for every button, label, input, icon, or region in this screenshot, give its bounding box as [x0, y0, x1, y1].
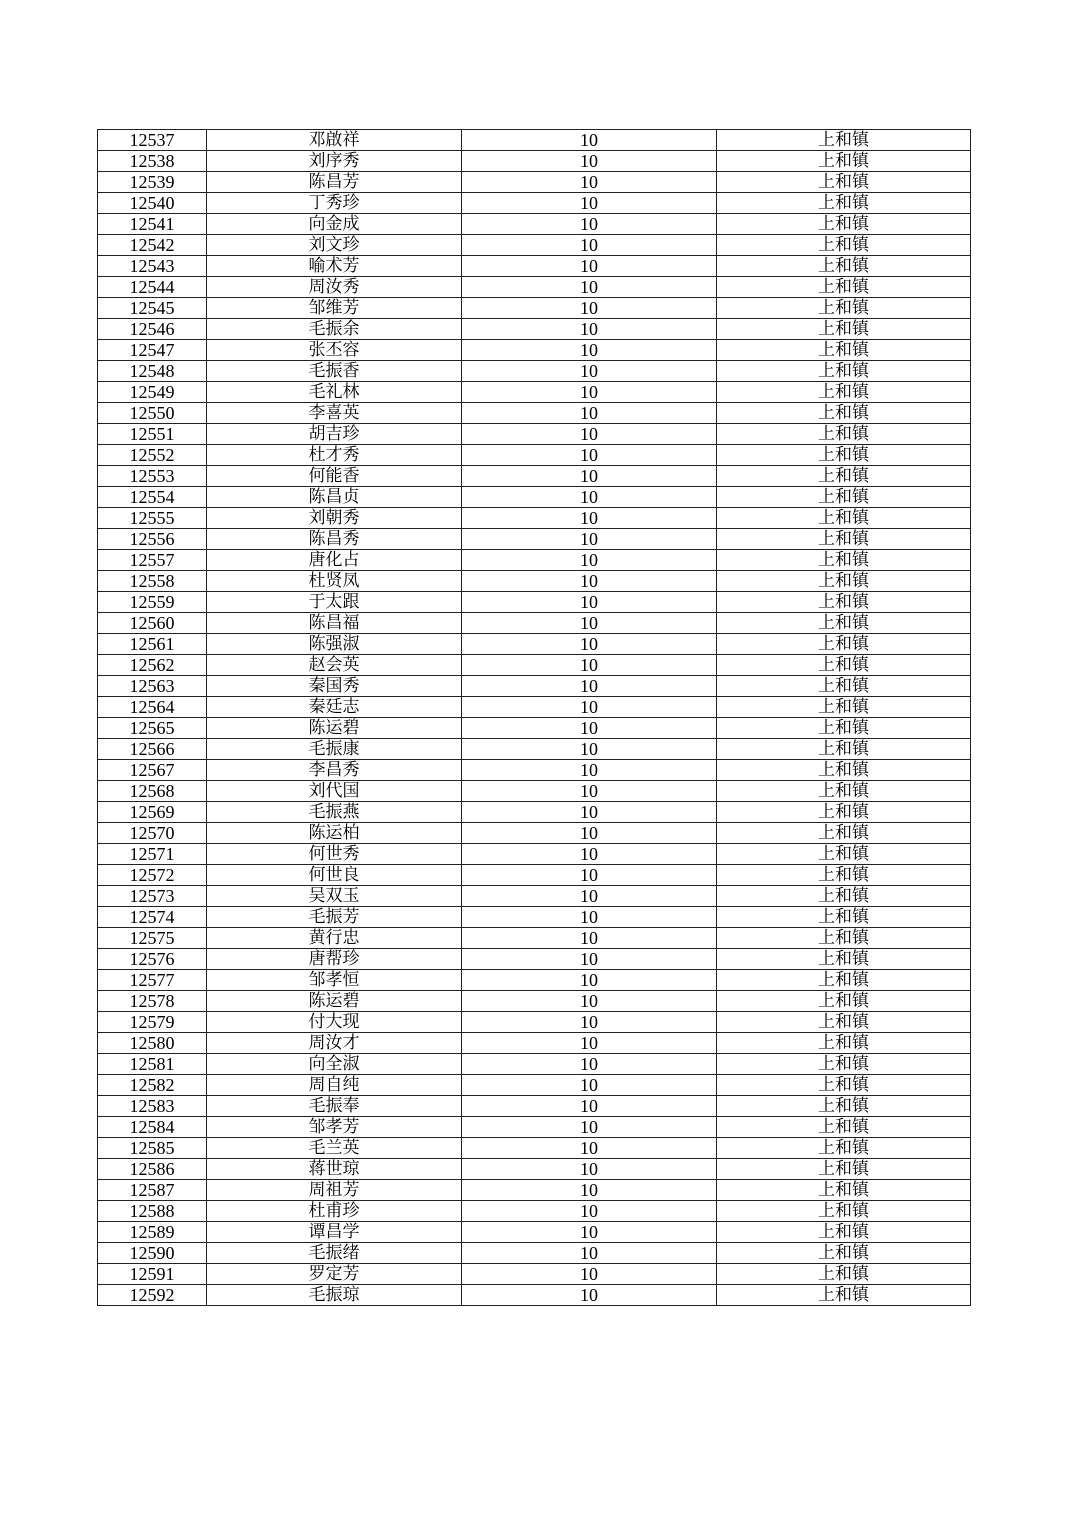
amount-cell: 10 — [462, 865, 717, 886]
name-cell: 陈昌福 — [207, 613, 462, 634]
serial-number-cell: 12547 — [98, 340, 207, 361]
serial-number-cell: 12556 — [98, 529, 207, 550]
table-row — [98, 1012, 971, 1033]
amount-cell: 10 — [462, 1159, 717, 1180]
town-cell: 上和镇 — [717, 1054, 971, 1075]
name-cell: 向金成 — [207, 214, 462, 235]
town-cell: 上和镇 — [717, 130, 971, 151]
name-cell: 毛礼林 — [207, 382, 462, 403]
table-row — [98, 172, 971, 193]
name-cell: 赵会英 — [207, 655, 462, 676]
amount-cell: 10 — [462, 592, 717, 613]
serial-number-cell: 12550 — [98, 403, 207, 424]
amount-cell: 10 — [462, 655, 717, 676]
town-cell: 上和镇 — [717, 445, 971, 466]
amount-cell: 10 — [462, 1222, 717, 1243]
name-cell: 向全淑 — [207, 1054, 462, 1075]
town-cell: 上和镇 — [717, 298, 971, 319]
amount-cell: 10 — [462, 1096, 717, 1117]
serial-number-cell: 12586 — [98, 1159, 207, 1180]
amount-cell: 10 — [462, 550, 717, 571]
table-row — [98, 214, 971, 235]
table-row — [98, 193, 971, 214]
table-row — [98, 298, 971, 319]
amount-cell: 10 — [462, 466, 717, 487]
serial-number-cell: 12560 — [98, 613, 207, 634]
serial-number-cell: 12563 — [98, 676, 207, 697]
name-cell: 喻术芳 — [207, 256, 462, 277]
serial-number-cell: 12579 — [98, 1012, 207, 1033]
table-row — [98, 277, 971, 298]
table-row — [98, 718, 971, 739]
amount-cell: 10 — [462, 487, 717, 508]
name-cell: 唐化占 — [207, 550, 462, 571]
amount-cell: 10 — [462, 928, 717, 949]
amount-cell: 10 — [462, 1243, 717, 1264]
serial-number-cell: 12561 — [98, 634, 207, 655]
town-cell: 上和镇 — [717, 1012, 971, 1033]
name-cell: 吴双玉 — [207, 886, 462, 907]
amount-cell: 10 — [462, 172, 717, 193]
name-cell: 毛振余 — [207, 319, 462, 340]
amount-cell: 10 — [462, 823, 717, 844]
serial-number-cell: 12587 — [98, 1180, 207, 1201]
name-cell: 李喜英 — [207, 403, 462, 424]
serial-number-cell: 12565 — [98, 718, 207, 739]
amount-cell: 10 — [462, 361, 717, 382]
name-cell: 周汝秀 — [207, 277, 462, 298]
town-cell: 上和镇 — [717, 550, 971, 571]
amount-cell: 10 — [462, 760, 717, 781]
serial-number-cell: 12551 — [98, 424, 207, 445]
town-cell: 上和镇 — [717, 424, 971, 445]
town-cell: 上和镇 — [717, 256, 971, 277]
name-cell: 邹维芳 — [207, 298, 462, 319]
serial-number-cell: 12571 — [98, 844, 207, 865]
amount-cell: 10 — [462, 193, 717, 214]
name-cell: 秦廷志 — [207, 697, 462, 718]
serial-number-cell: 12544 — [98, 277, 207, 298]
amount-cell: 10 — [462, 718, 717, 739]
name-cell: 陈强淑 — [207, 634, 462, 655]
table-row — [98, 739, 971, 760]
amount-cell: 10 — [462, 634, 717, 655]
town-cell: 上和镇 — [717, 1180, 971, 1201]
serial-number-cell: 12580 — [98, 1033, 207, 1054]
amount-cell: 10 — [462, 508, 717, 529]
serial-number-cell: 12591 — [98, 1264, 207, 1285]
serial-number-cell: 12583 — [98, 1096, 207, 1117]
town-cell: 上和镇 — [717, 193, 971, 214]
town-cell: 上和镇 — [717, 928, 971, 949]
table-row — [98, 634, 971, 655]
serial-number-cell: 12576 — [98, 949, 207, 970]
amount-cell: 10 — [462, 424, 717, 445]
table-row — [98, 1264, 971, 1285]
town-cell: 上和镇 — [717, 571, 971, 592]
amount-cell: 10 — [462, 235, 717, 256]
serial-number-cell: 12569 — [98, 802, 207, 823]
table-row — [98, 865, 971, 886]
name-cell: 邹孝芳 — [207, 1117, 462, 1138]
serial-number-cell: 12559 — [98, 592, 207, 613]
serial-number-cell: 12545 — [98, 298, 207, 319]
name-cell: 毛振燕 — [207, 802, 462, 823]
table-row — [98, 1222, 971, 1243]
table-row — [98, 550, 971, 571]
serial-number-cell: 12564 — [98, 697, 207, 718]
serial-number-cell: 12588 — [98, 1201, 207, 1222]
serial-number-cell: 12554 — [98, 487, 207, 508]
town-cell: 上和镇 — [717, 1285, 971, 1306]
town-cell: 上和镇 — [717, 592, 971, 613]
serial-number-cell: 12552 — [98, 445, 207, 466]
name-cell: 何能香 — [207, 466, 462, 487]
town-cell: 上和镇 — [717, 676, 971, 697]
serial-number-cell: 12582 — [98, 1075, 207, 1096]
amount-cell: 10 — [462, 151, 717, 172]
table-row — [98, 823, 971, 844]
town-cell: 上和镇 — [717, 403, 971, 424]
town-cell: 上和镇 — [717, 466, 971, 487]
town-cell: 上和镇 — [717, 214, 971, 235]
town-cell: 上和镇 — [717, 172, 971, 193]
name-cell: 陈运碧 — [207, 991, 462, 1012]
serial-number-cell: 12590 — [98, 1243, 207, 1264]
name-cell: 胡吉珍 — [207, 424, 462, 445]
table-row — [98, 991, 971, 1012]
serial-number-cell: 12577 — [98, 970, 207, 991]
amount-cell: 10 — [462, 382, 717, 403]
table-row — [98, 970, 971, 991]
table-row — [98, 1075, 971, 1096]
table-row — [98, 1138, 971, 1159]
town-cell: 上和镇 — [717, 865, 971, 886]
amount-cell: 10 — [462, 697, 717, 718]
serial-number-cell: 12555 — [98, 508, 207, 529]
town-cell: 上和镇 — [717, 151, 971, 172]
name-cell: 陈运柏 — [207, 823, 462, 844]
amount-cell: 10 — [462, 949, 717, 970]
town-cell: 上和镇 — [717, 844, 971, 865]
town-cell: 上和镇 — [717, 634, 971, 655]
amount-cell: 10 — [462, 886, 717, 907]
serial-number-cell: 12589 — [98, 1222, 207, 1243]
table-row — [98, 319, 971, 340]
serial-number-cell: 12567 — [98, 760, 207, 781]
town-cell: 上和镇 — [717, 529, 971, 550]
table-row — [98, 1201, 971, 1222]
name-cell: 谭昌学 — [207, 1222, 462, 1243]
table-row — [98, 928, 971, 949]
serial-number-cell: 12584 — [98, 1117, 207, 1138]
serial-number-cell: 12585 — [98, 1138, 207, 1159]
amount-cell: 10 — [462, 1264, 717, 1285]
name-cell: 毛振琼 — [207, 1285, 462, 1306]
amount-cell: 10 — [462, 1201, 717, 1222]
table-row — [98, 1243, 971, 1264]
table-row — [98, 1285, 971, 1306]
town-cell: 上和镇 — [717, 697, 971, 718]
amount-cell: 10 — [462, 676, 717, 697]
serial-number-cell: 12562 — [98, 655, 207, 676]
table-row — [98, 907, 971, 928]
serial-number-cell: 12553 — [98, 466, 207, 487]
town-cell: 上和镇 — [717, 1033, 971, 1054]
name-cell: 李昌秀 — [207, 760, 462, 781]
serial-number-cell: 12573 — [98, 886, 207, 907]
table-row — [98, 886, 971, 907]
name-cell: 丁秀珍 — [207, 193, 462, 214]
table-row — [98, 403, 971, 424]
town-cell: 上和镇 — [717, 1264, 971, 1285]
serial-number-cell: 12570 — [98, 823, 207, 844]
name-cell: 周祖芳 — [207, 1180, 462, 1201]
table-row — [98, 424, 971, 445]
amount-cell: 10 — [462, 1180, 717, 1201]
serial-number-cell: 12540 — [98, 193, 207, 214]
table-row — [98, 1180, 971, 1201]
town-cell: 上和镇 — [717, 1201, 971, 1222]
town-cell: 上和镇 — [717, 1096, 971, 1117]
name-cell: 毛振奉 — [207, 1096, 462, 1117]
amount-cell: 10 — [462, 214, 717, 235]
name-cell: 何世秀 — [207, 844, 462, 865]
town-cell: 上和镇 — [717, 907, 971, 928]
name-cell: 陈昌秀 — [207, 529, 462, 550]
name-cell: 于太跟 — [207, 592, 462, 613]
serial-number-cell: 12572 — [98, 865, 207, 886]
serial-number-cell: 12557 — [98, 550, 207, 571]
town-cell: 上和镇 — [717, 277, 971, 298]
town-cell: 上和镇 — [717, 613, 971, 634]
town-cell: 上和镇 — [717, 487, 971, 508]
amount-cell: 10 — [462, 571, 717, 592]
name-cell: 何世良 — [207, 865, 462, 886]
name-cell: 刘代国 — [207, 781, 462, 802]
town-cell: 上和镇 — [717, 382, 971, 403]
table-row — [98, 613, 971, 634]
town-cell: 上和镇 — [717, 1159, 971, 1180]
table-row — [98, 571, 971, 592]
name-cell: 付大现 — [207, 1012, 462, 1033]
amount-cell: 10 — [462, 802, 717, 823]
town-cell: 上和镇 — [717, 781, 971, 802]
serial-number-cell: 12568 — [98, 781, 207, 802]
amount-cell: 10 — [462, 529, 717, 550]
town-cell: 上和镇 — [717, 1243, 971, 1264]
town-cell: 上和镇 — [717, 508, 971, 529]
serial-number-cell: 12558 — [98, 571, 207, 592]
amount-cell: 10 — [462, 844, 717, 865]
serial-number-cell: 12592 — [98, 1285, 207, 1306]
name-cell: 秦国秀 — [207, 676, 462, 697]
town-cell: 上和镇 — [717, 1138, 971, 1159]
table-row — [98, 466, 971, 487]
table-row — [98, 1033, 971, 1054]
table-row — [98, 1054, 971, 1075]
amount-cell: 10 — [462, 1285, 717, 1306]
table-row — [98, 508, 971, 529]
records-table-body — [98, 130, 971, 1306]
town-cell: 上和镇 — [717, 802, 971, 823]
table-row — [98, 592, 971, 613]
table-row — [98, 1096, 971, 1117]
name-cell: 罗定芳 — [207, 1264, 462, 1285]
serial-number-cell: 12566 — [98, 739, 207, 760]
name-cell: 陈昌贞 — [207, 487, 462, 508]
amount-cell: 10 — [462, 256, 717, 277]
town-cell: 上和镇 — [717, 823, 971, 844]
name-cell: 陈昌芳 — [207, 172, 462, 193]
serial-number-cell: 12574 — [98, 907, 207, 928]
serial-number-cell: 12537 — [98, 130, 207, 151]
serial-number-cell: 12578 — [98, 991, 207, 1012]
town-cell: 上和镇 — [717, 886, 971, 907]
name-cell: 刘文珍 — [207, 235, 462, 256]
table-row — [98, 697, 971, 718]
town-cell: 上和镇 — [717, 970, 971, 991]
town-cell: 上和镇 — [717, 718, 971, 739]
name-cell: 黄行忠 — [207, 928, 462, 949]
name-cell: 邓啟祥 — [207, 130, 462, 151]
amount-cell: 10 — [462, 613, 717, 634]
serial-number-cell: 12543 — [98, 256, 207, 277]
table-row — [98, 487, 971, 508]
name-cell: 周自纯 — [207, 1075, 462, 1096]
table-row — [98, 949, 971, 970]
amount-cell: 10 — [462, 277, 717, 298]
amount-cell: 10 — [462, 403, 717, 424]
name-cell: 刘朝秀 — [207, 508, 462, 529]
amount-cell: 10 — [462, 1012, 717, 1033]
name-cell: 邹孝恒 — [207, 970, 462, 991]
table-row — [98, 445, 971, 466]
serial-number-cell: 12581 — [98, 1054, 207, 1075]
serial-number-cell: 12542 — [98, 235, 207, 256]
table-row — [98, 676, 971, 697]
name-cell: 毛振香 — [207, 361, 462, 382]
name-cell: 蒋世琼 — [207, 1159, 462, 1180]
amount-cell: 10 — [462, 130, 717, 151]
town-cell: 上和镇 — [717, 340, 971, 361]
town-cell: 上和镇 — [717, 235, 971, 256]
amount-cell: 10 — [462, 298, 717, 319]
town-cell: 上和镇 — [717, 1075, 971, 1096]
name-cell: 陈运碧 — [207, 718, 462, 739]
name-cell: 杜贤凤 — [207, 571, 462, 592]
table-row — [98, 802, 971, 823]
table-row — [98, 1117, 971, 1138]
table-row — [98, 760, 971, 781]
table-row — [98, 130, 971, 151]
town-cell: 上和镇 — [717, 1117, 971, 1138]
amount-cell: 10 — [462, 991, 717, 1012]
amount-cell: 10 — [462, 1138, 717, 1159]
name-cell: 杜甫珍 — [207, 1201, 462, 1222]
name-cell: 周汝才 — [207, 1033, 462, 1054]
name-cell: 张丕容 — [207, 340, 462, 361]
amount-cell: 10 — [462, 970, 717, 991]
amount-cell: 10 — [462, 1033, 717, 1054]
name-cell: 唐帮珍 — [207, 949, 462, 970]
table-row — [98, 361, 971, 382]
name-cell: 刘序秀 — [207, 151, 462, 172]
name-cell: 毛振康 — [207, 739, 462, 760]
table-row — [98, 1159, 971, 1180]
amount-cell: 10 — [462, 907, 717, 928]
town-cell: 上和镇 — [717, 361, 971, 382]
table-row — [98, 844, 971, 865]
serial-number-cell: 12541 — [98, 214, 207, 235]
amount-cell: 10 — [462, 1117, 717, 1138]
amount-cell: 10 — [462, 340, 717, 361]
table-row — [98, 781, 971, 802]
town-cell: 上和镇 — [717, 991, 971, 1012]
town-cell: 上和镇 — [717, 655, 971, 676]
name-cell: 毛振绪 — [207, 1243, 462, 1264]
name-cell: 毛振芳 — [207, 907, 462, 928]
table-row — [98, 529, 971, 550]
amount-cell: 10 — [462, 739, 717, 760]
serial-number-cell: 12539 — [98, 172, 207, 193]
town-cell: 上和镇 — [717, 319, 971, 340]
town-cell: 上和镇 — [717, 739, 971, 760]
name-cell: 杜才秀 — [207, 445, 462, 466]
serial-number-cell: 12548 — [98, 361, 207, 382]
serial-number-cell: 12538 — [98, 151, 207, 172]
town-cell: 上和镇 — [717, 760, 971, 781]
amount-cell: 10 — [462, 781, 717, 802]
amount-cell: 10 — [462, 1075, 717, 1096]
table-row — [98, 655, 971, 676]
table-row — [98, 256, 971, 277]
town-cell: 上和镇 — [717, 949, 971, 970]
amount-cell: 10 — [462, 1054, 717, 1075]
amount-cell: 10 — [462, 445, 717, 466]
records-table — [97, 129, 971, 1306]
table-row — [98, 235, 971, 256]
name-cell: 毛兰英 — [207, 1138, 462, 1159]
serial-number-cell: 12546 — [98, 319, 207, 340]
table-row — [98, 382, 971, 403]
table-row — [98, 340, 971, 361]
amount-cell: 10 — [462, 319, 717, 340]
serial-number-cell: 12575 — [98, 928, 207, 949]
table-row — [98, 151, 971, 172]
data-sheet — [97, 129, 970, 1306]
town-cell: 上和镇 — [717, 1222, 971, 1243]
serial-number-cell: 12549 — [98, 382, 207, 403]
